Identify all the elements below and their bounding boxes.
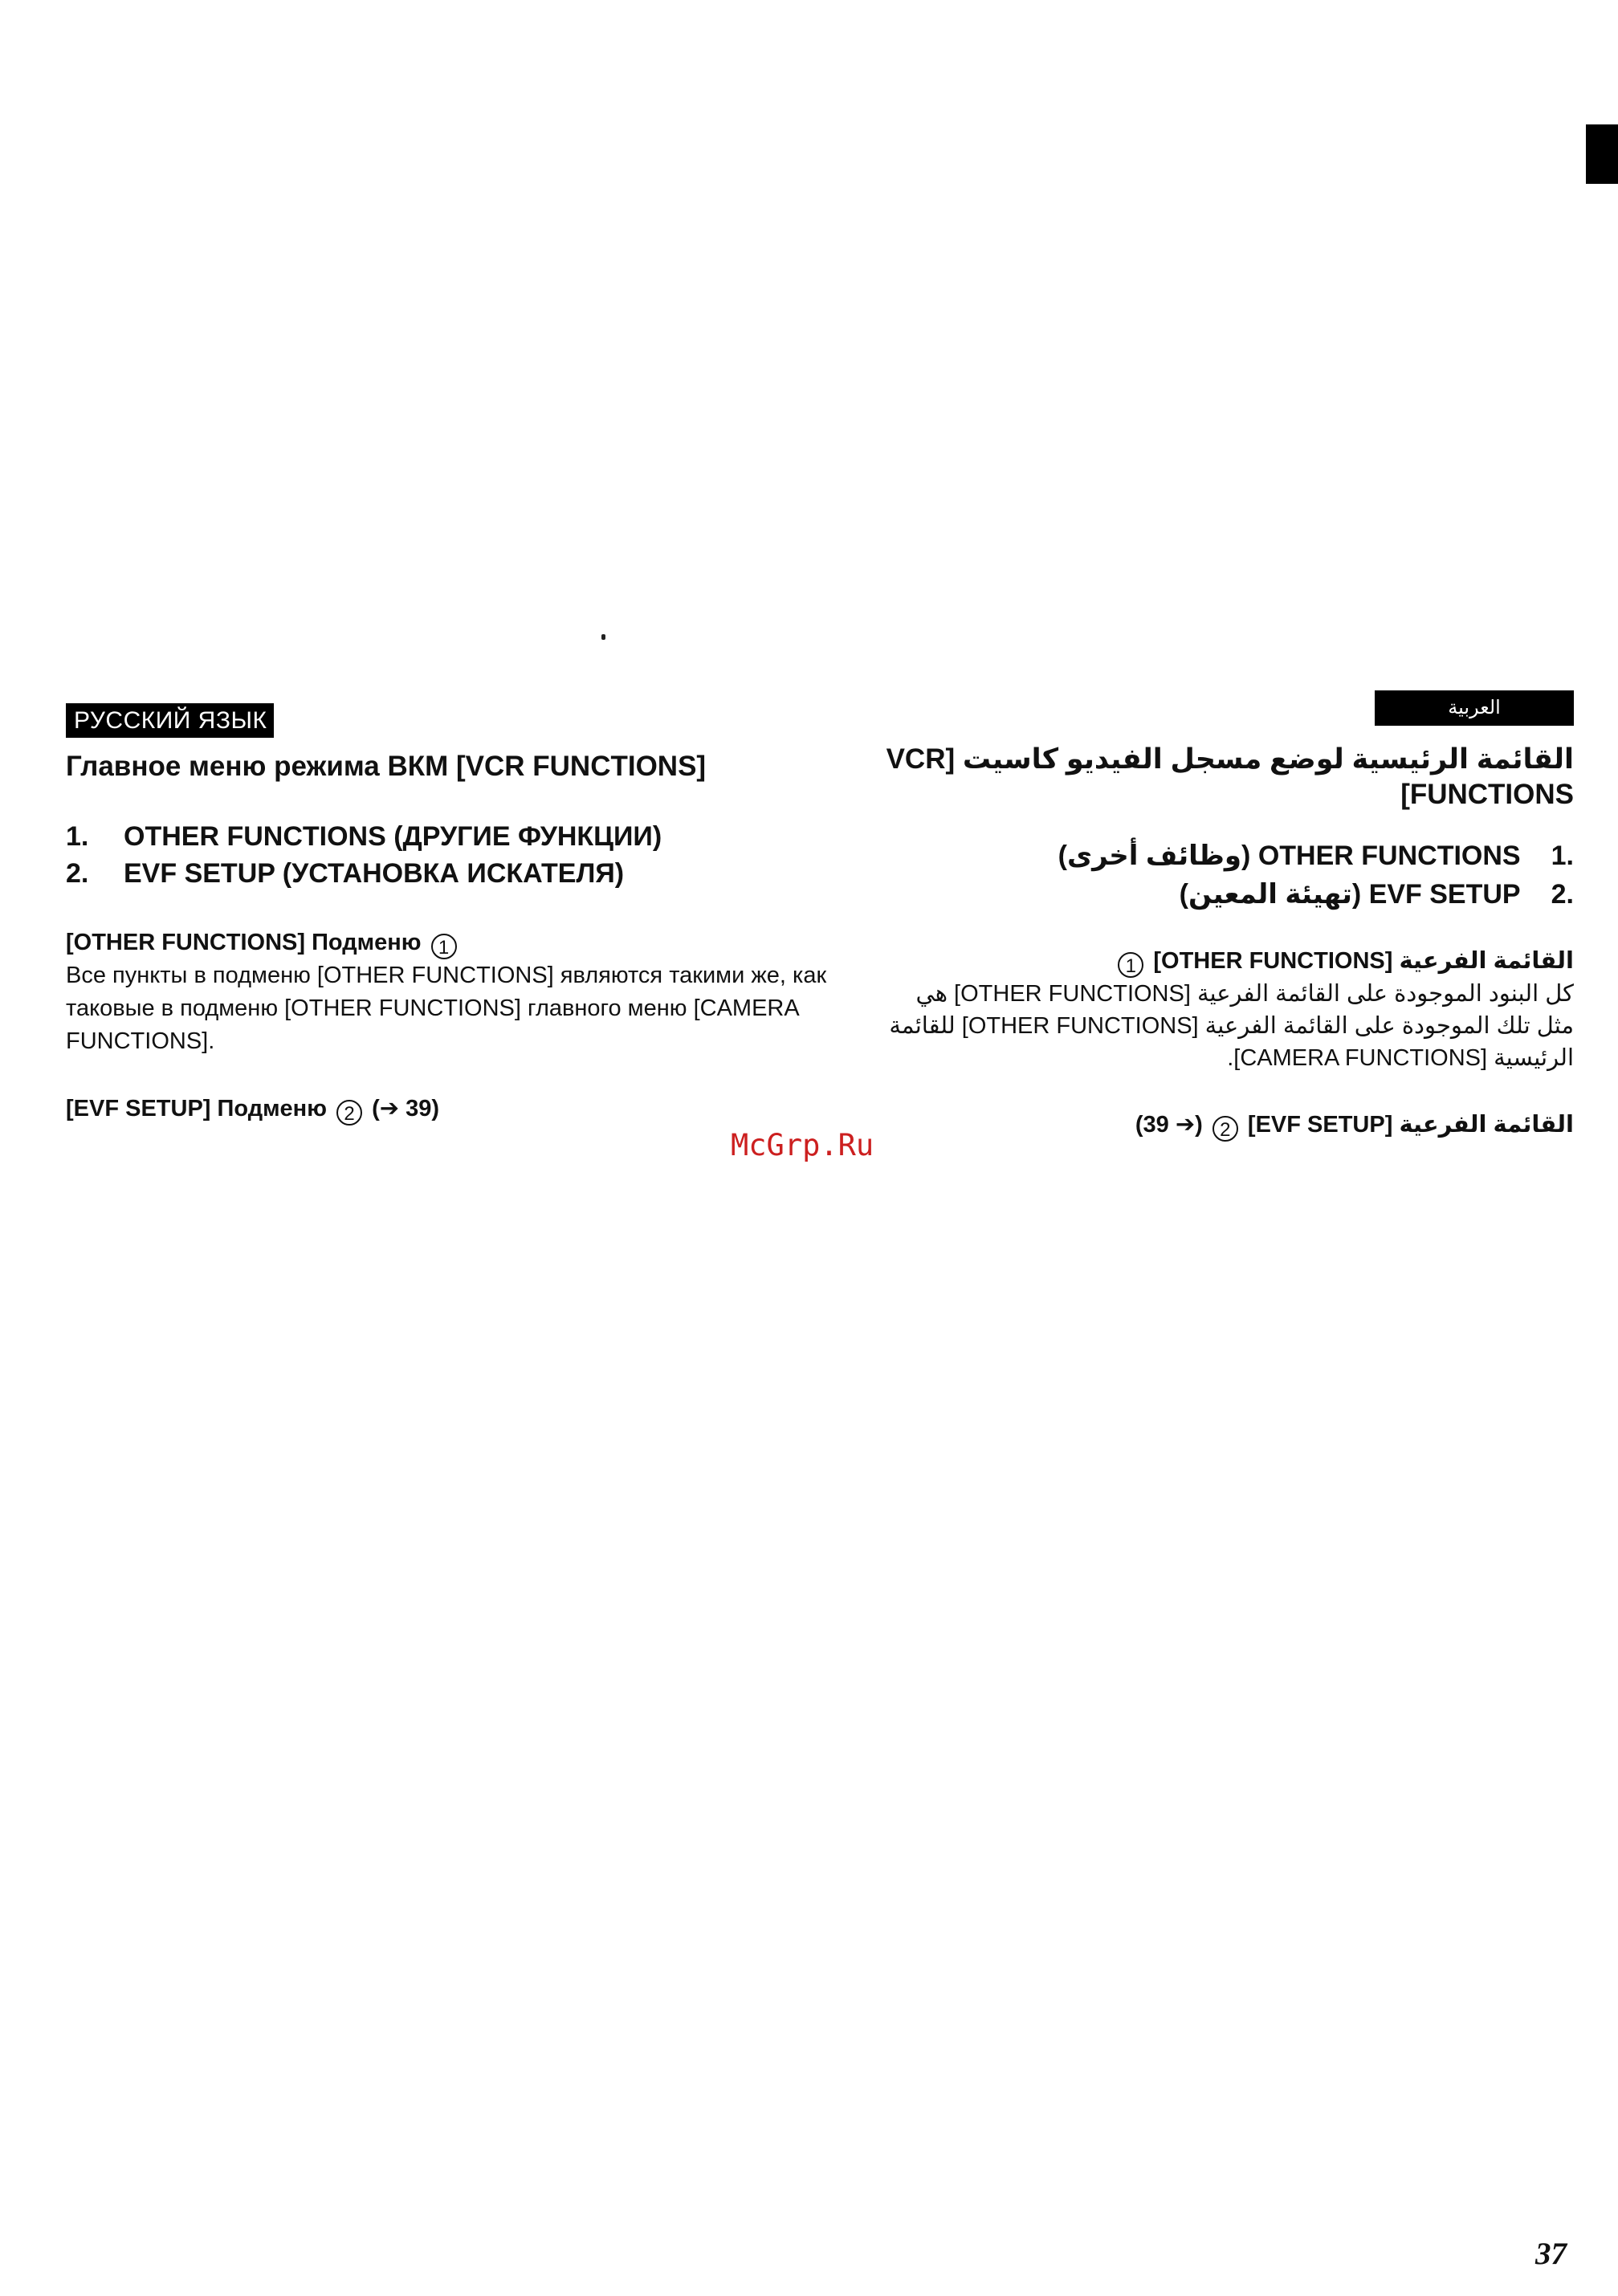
watermark-text: McGrp.Ru [731, 1128, 874, 1162]
circled-number-1-icon: 1 [1118, 952, 1143, 978]
heading-text: [EVF SETUP] Подменю [66, 1096, 327, 1122]
menu-item-label: EVF SETUP (تهيئة المعين) [1179, 879, 1521, 910]
menu-item-number: .1 [1551, 841, 1574, 871]
heading-text: القائمة الفرعية [OTHER FUNCTIONS] [1153, 948, 1574, 974]
russian-main-title: Главное меню режима ВКМ [VCR FUNCTIONS] [66, 751, 707, 782]
menu-item-number: 2. [66, 858, 89, 889]
arabic-other-functions-body: كل البنود الموجودة على القائمة الفرعية [OTHER FUNCTIONS] هي مثل تلك الموجودة على القائمة الفرعية [OTHER FUNCTIONS] للقائمة الرئيسية [CAMERA FUNCTIONS]. [889, 981, 1574, 1071]
language-badge-russian: РУССКИЙ ЯЗЫК [66, 703, 274, 738]
page-reference: (➔ 39) [372, 1096, 440, 1122]
russian-other-functions-body: Все пункты в подменю [OTHER FUNCTIONS] являются такими же, как таковые в подменю [OTHER FUNCTIONS] главного меню [CAMERA FUNCTIONS]. [66, 963, 827, 1054]
heading-text: القائمة الفرعية [EVF SETUP] [1247, 1112, 1574, 1138]
russian-menu-list [66, 818, 853, 892]
circled-number-1-icon: 1 [431, 934, 457, 959]
menu-item-number: 1. [66, 821, 89, 852]
russian-other-functions-heading [66, 927, 853, 959]
arabic-menu-item-1 [883, 837, 1574, 875]
page-reference: (➔ 39) [1135, 1112, 1203, 1138]
arabic-evf-setup-heading [883, 1109, 1574, 1142]
page-number: 37 [1535, 2237, 1567, 2271]
scan-speck [601, 634, 605, 640]
russian-evf-setup-heading [66, 1093, 853, 1126]
menu-item-label: OTHER FUNCTIONS (وظائف أخرى) [1058, 841, 1521, 871]
circled-number-2-icon: 2 [1212, 1116, 1238, 1142]
circled-number-2-icon: 2 [336, 1100, 362, 1126]
russian-column [66, 703, 853, 1126]
russian-menu-item-1 [66, 818, 853, 855]
arabic-other-functions-heading [883, 946, 1574, 978]
menu-item-label: OTHER FUNCTIONS (ДРУГИЕ ФУНКЦИИ) [124, 821, 662, 852]
russian-menu-item-2 [66, 855, 853, 892]
arabic-column [883, 690, 1574, 1142]
arabic-menu-item-2 [883, 875, 1574, 914]
heading-text: [OTHER FUNCTIONS] Подменю [66, 930, 422, 955]
menu-item-label: EVF SETUP (УСТАНОВКА ИСКАТЕЛЯ) [124, 858, 625, 889]
page-edge-tab [1586, 124, 1618, 184]
language-badge-arabic: العربية [1375, 690, 1574, 726]
menu-item-number: .2 [1551, 879, 1574, 910]
arabic-main-title: القائمة الرئيسية لوضع مسجل الفيديو كاسيت [VCR FUNCTIONS] [886, 743, 1574, 810]
arabic-menu-list [883, 837, 1574, 914]
